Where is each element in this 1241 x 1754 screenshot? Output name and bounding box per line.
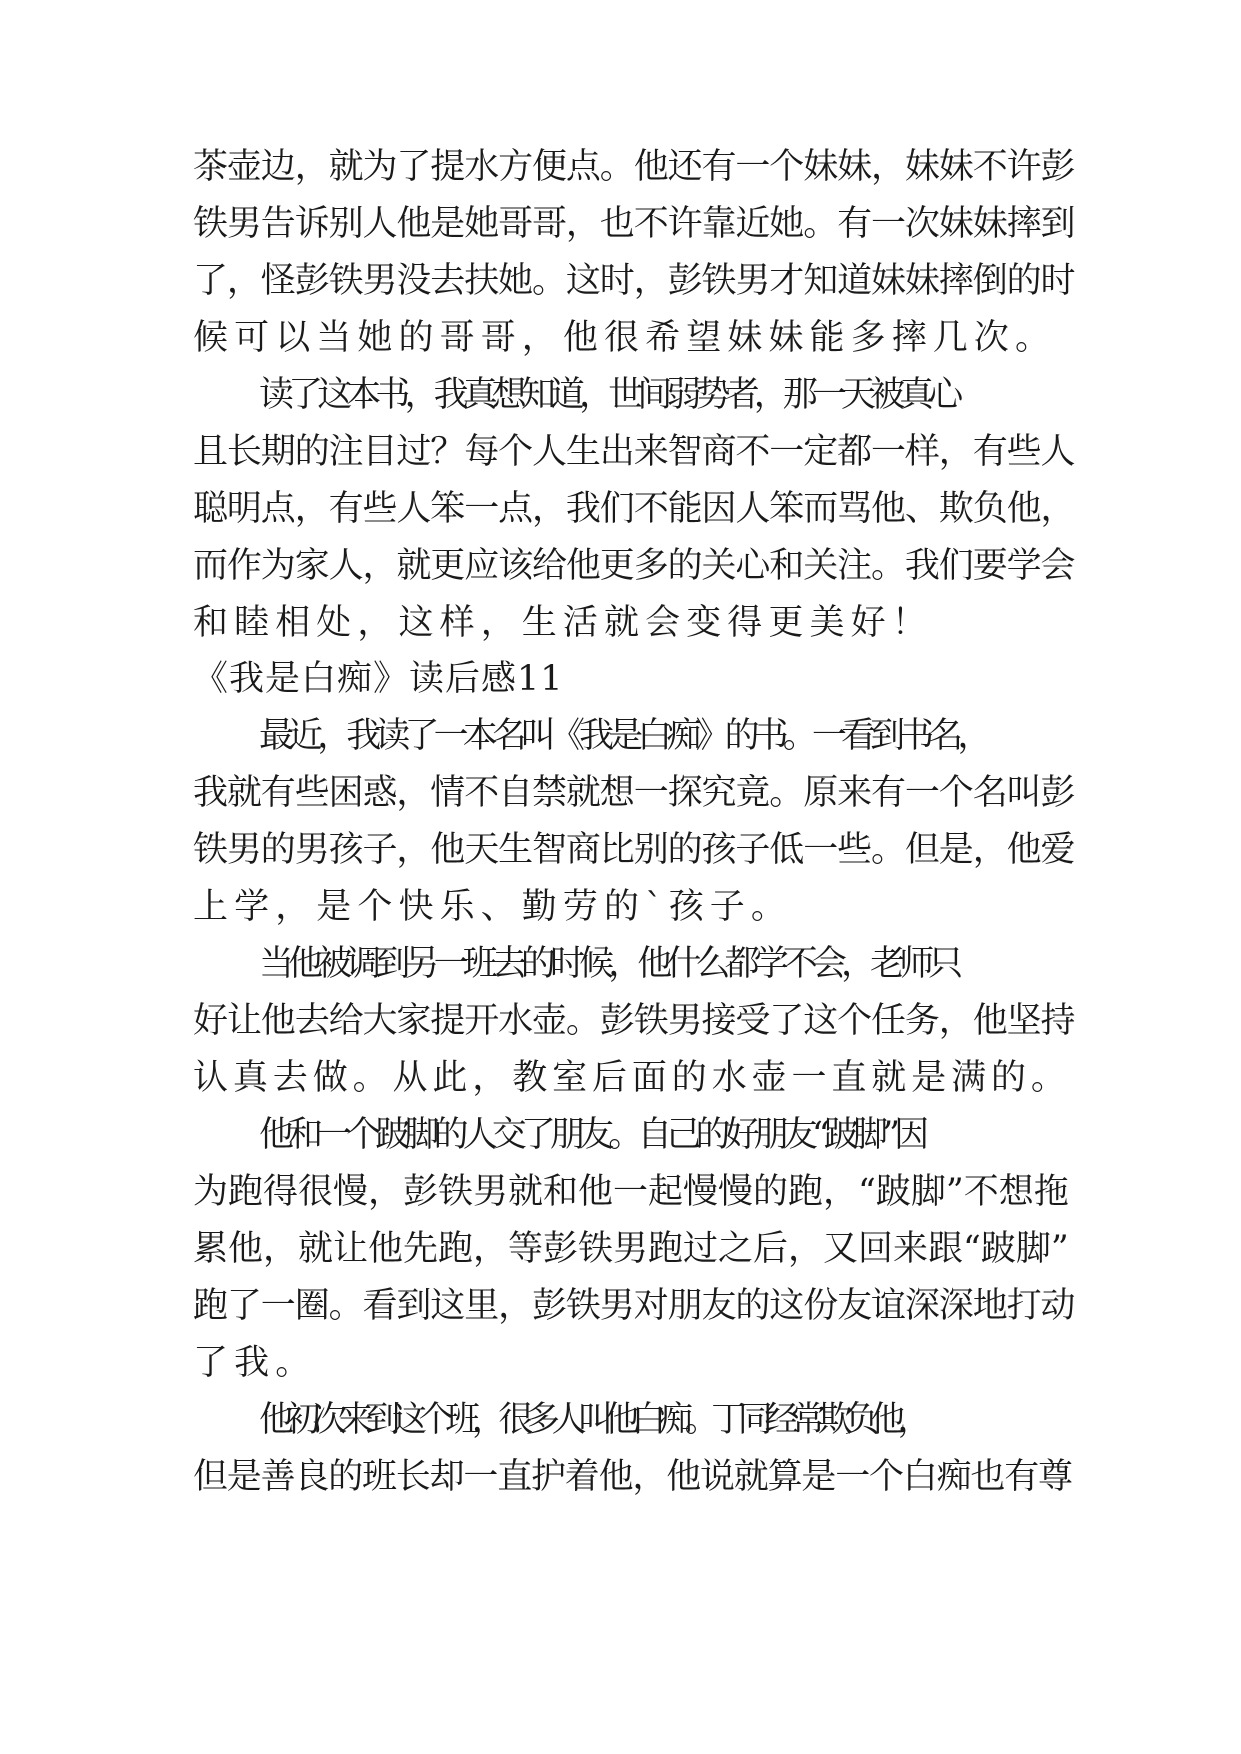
- text-line: 跑了一圈。看到这里，彭铁男对朋友的这份友谊深深地打动: [193, 1286, 1075, 1326]
- text-line: 聪明点，有些人笨一点，我们不能因人笨而骂他、欺负他，: [193, 489, 1075, 529]
- section-heading: 《我是白痴》读后感11: [193, 659, 564, 699]
- text-line: 为跑得很慢，彭铁男就和他一起慢慢的跑，“跛脚”不想拖: [193, 1172, 1069, 1212]
- text-line: 铁男告诉别人他是她哥哥，也不许靠近她。有一次妹妹摔到: [193, 204, 1075, 244]
- text-line: 茶壶边，就为了提水方便点。他还有一个妹妹，妹妹不许彭: [193, 147, 1075, 187]
- text-line: 和睦相处，这样，生活就会变得更美好！: [193, 603, 933, 643]
- text-line: 候可以当她的哥哥，他很希望妹妹能多摔几次。: [193, 318, 1057, 358]
- text-line: 且长期的注目过？每个人生出来智商不一定都一样，有些人: [193, 432, 1075, 472]
- text-line: 他初次来到这个班，很多人叫他白痴。丁同经常欺负他，: [259, 1400, 925, 1440]
- text-line: 上学，是个快乐、勤劳的`孩子。: [193, 887, 793, 927]
- text-line: 我就有些困惑，情不自禁就想一探究竟。原来有一个名叫彭: [193, 773, 1075, 813]
- text-line: 了我。: [193, 1343, 317, 1383]
- text-line: 当他被调到另一班去的时候，他什么都学不会，老师只: [259, 944, 958, 984]
- text-line: 好让他去给大家提开水壶。彭铁男接受了这个任务，他坚持: [193, 1001, 1075, 1041]
- text-line: 累他，就让他先跑，等彭铁男跑过之后，又回来跟“跛脚”: [193, 1229, 1069, 1269]
- text-line: 读了这本书，我真想知道，世间弱势者，那一天被真心: [259, 375, 958, 415]
- text-line: 最近，我读了一本名叫《我是白痴》的书。一看到书名，: [259, 716, 987, 756]
- text-line: 铁男的男孩子，他天生智商比别的孩子低一些。但是，他爱: [193, 830, 1075, 870]
- text-line: 认真去做。从此，教室后面的水壶一直就是满的。: [193, 1058, 1071, 1098]
- text-line: 但是善良的班长却一直护着他，他说就算是一个白痴也有尊: [193, 1457, 1072, 1497]
- text-line: 而作为家人，就更应该给他更多的关心和关注。我们要学会: [193, 546, 1075, 586]
- text-line: 了，怪彭铁男没去扶她。这时，彭铁男才知道妹妹摔倒的时: [193, 261, 1075, 301]
- text-line: 他和一个跛脚的人交了朋友。自己的好朋友“跛脚”因: [259, 1115, 924, 1155]
